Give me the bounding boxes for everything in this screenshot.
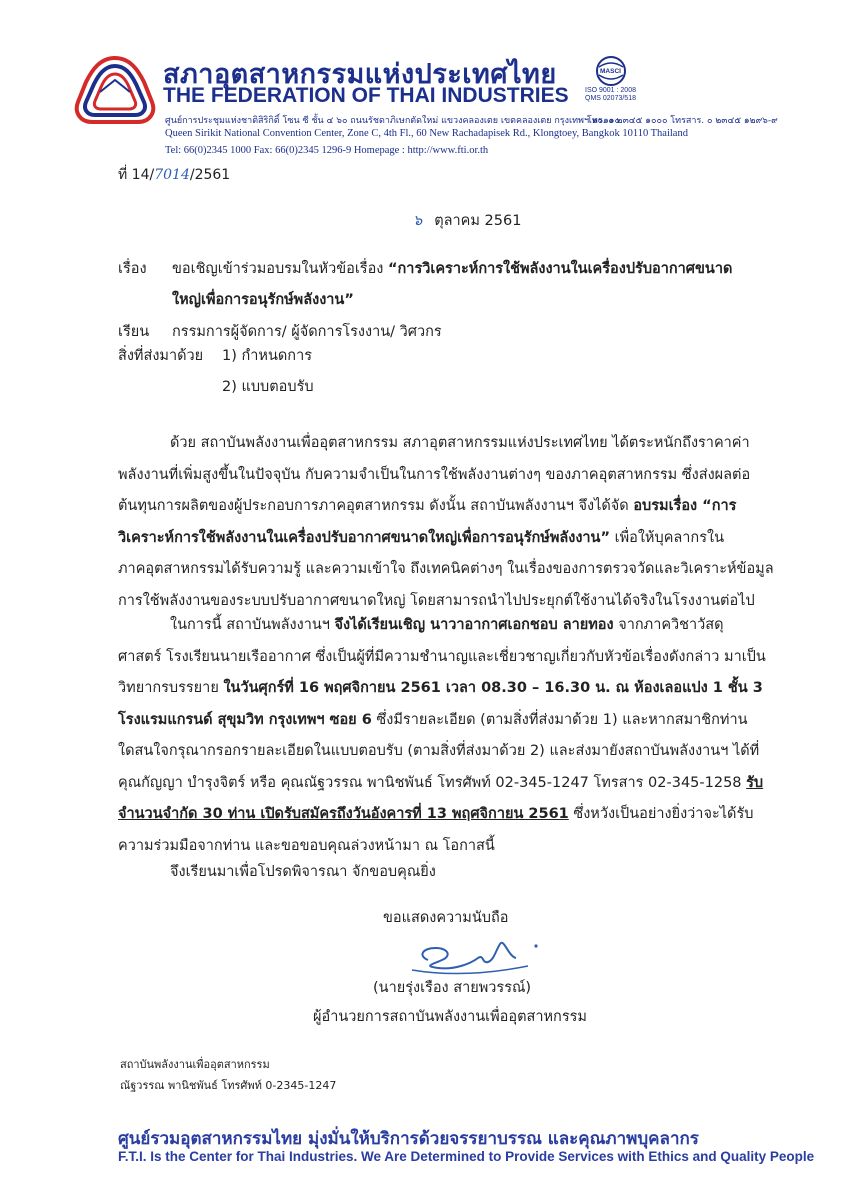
subject-label: เรื่อง xyxy=(118,261,147,277)
p2-line-8: ความร่วมมือจากท่าน และขอขอบคุณล่วงหน้ามา ณ โอกาสนี้ xyxy=(118,837,495,854)
p2-line-3b: ในวันศุกร์ที่ 16 พฤศจิกายน 2561 เวลา 08.30 – 16.30 น. ณ ห้องเลอแปง 1 ชั้น 3 xyxy=(223,680,763,696)
closing-request: จึงเรียนมาเพื่อโปรดพิจารณา จักขอบคุณยิ่ง xyxy=(170,864,436,880)
p2-line-2: ศาสตร์ โรงเรียนนายเรืออากาศ ซึ่งเป็นผู้ที่มีความชำนาญและเชี่ยวชาญเกี่ยวกับหัวข้อเรื่องดังกล่าว มาเป็น xyxy=(118,648,766,665)
footer-slogan-thai: ศูนย์รวมอุตสาหกรรมไทย มุ่งมั่นให้บริการด้วยจรรยาบรรณ และคุณภาพบุคลากร xyxy=(118,1129,699,1149)
reference-suffix: /2561 xyxy=(189,167,231,183)
fti-logo xyxy=(70,52,160,132)
p1-line-3a: ต้นทุนการผลิตของผู้ประกอบการภาคอุตสาหกรรม ดังนั้น สถาบันพลังงานฯ จึงได้จัด xyxy=(118,498,634,514)
contact-department: สถาบันพลังงานเพื่ออุตสาหกรรม xyxy=(120,1058,270,1071)
p2-line-7a: จำนวนจำกัด 30 ท่าน เปิดรับสมัครถึงวันอังคารที่ 13 พฤศจิกายน 2561 xyxy=(118,806,569,822)
p2-line-4b: ซึ่งมีรายละเอียด (ตามสิ่งที่ส่งมาด้วย 1) และหากสมาชิกท่าน xyxy=(371,711,748,728)
p2-line-6b: รับ xyxy=(746,774,764,791)
iso-logo-text: MASCI xyxy=(600,68,621,75)
org-name-english: THE FEDERATION OF THAI INDUSTRIES xyxy=(163,84,569,107)
address-english: Queen Sirikit National Convention Center, Zone C, 4th Fl., 60 New Rachadapisek Rd., Klongtoey, Bangkok 10110 Thailand xyxy=(165,128,688,139)
p1-line-1: ด้วย สถาบันพลังงานเพื่ออุตสาหกรรม สภาอุตสาหกรรมแห่งประเทศไทย ได้ตระหนักถึงราคาค่า xyxy=(170,435,750,451)
p1-line-4b: เพื่อให้บุคลากรใน xyxy=(610,529,724,546)
subject-title-2: ใหญ่เพื่อการอนุรักษ์พลังงาน” xyxy=(172,292,354,308)
enclosure-item-1: 1) กำหนดการ xyxy=(222,348,313,364)
enclosures-label: สิ่งที่ส่งมาด้วย xyxy=(118,348,204,364)
contact-person: ณัฐวรรณ พานิชพันธ์ โทรศัพท์ 0-2345-1247 xyxy=(120,1079,337,1092)
p1-line-4a: วิเคราะห์การใช้พลังงานในเครื่องปรับอากาศขนาดใหญ่เพื่อการอนุรักษ์พลังงาน” xyxy=(118,529,611,546)
subject-line-1 xyxy=(172,257,732,280)
iso-standard: ISO 9001 : 2008 xyxy=(585,87,636,94)
p1-line-4 xyxy=(118,523,768,555)
date-day: ๖ xyxy=(413,213,423,229)
p2-line-6 xyxy=(118,768,768,800)
p2-line-1c: จากภาควิชาวัสดุ xyxy=(613,617,724,633)
closing-regards: ขอแสดงความนับถือ xyxy=(383,910,509,926)
p1-line-3 xyxy=(118,491,768,523)
phone-thai: โทร. ๐ ๒๓๔๕ ๑๐๐๐ โทรสาร. ๐ ๒๓๔๕ ๑๒๙๖-๙ xyxy=(587,116,778,126)
enclosure-item-2: 2) แบบตอบรับ xyxy=(222,379,314,395)
p2-line-3a: วิทยากรบรรยาย xyxy=(118,680,224,696)
p2-line-1a: ในการนี้ สถาบันพลังงานฯ xyxy=(170,617,335,633)
reference-number xyxy=(118,164,230,186)
p2-line-7 xyxy=(118,799,768,831)
footer-slogan-english: F.T.I. Is the Center for Thai Industries. We Are Determined to Provide Services with Ethics and Quality People xyxy=(118,1149,815,1164)
subject-title-1: “การวิเคราะห์การใช้พลังงานในเครื่องปรับอากาศขนาด xyxy=(388,261,733,277)
letter-date xyxy=(413,209,521,232)
p1-line-6: การใช้พลังงานของระบบปรับอากาศขนาดใหญ่ โดยสามารถนำไปประยุกต์ใช้งานได้จริงในโรงงานต่อไป xyxy=(118,592,755,609)
p1-line-5: ภาคอุตสาหกรรมได้รับความรู้ และความเข้าใจ ถึงเทคนิคต่างๆ ในเรื่องของการตรวจวัดและวิเคราะห์ข้อมูล xyxy=(118,561,774,577)
p2-line-1 xyxy=(118,610,768,642)
signer-position: ผู้อำนวยการสถาบันพลังงานเพื่ออุตสาหกรรม xyxy=(313,1009,587,1025)
iso-info xyxy=(585,87,636,103)
p2-line-6a: คุณกัญญา บำรุงจิตร์ หรือ คุณณัฐวรรณ พานิชพันธ์ โทรศัพท์ 02-345-1247 โทรสาร 02-345-1258 xyxy=(118,774,747,791)
p2-line-1b: จึงได้เรียนเชิญ นาวาอากาศเอกชอบ ลายทอง xyxy=(334,617,614,633)
paragraph-2 xyxy=(118,610,768,862)
p2-line-7b: ซึ่งหวังเป็นอย่างยิ่งว่าจะได้รับ xyxy=(568,806,754,822)
reference-prefix: ที่ 14/ xyxy=(118,167,155,183)
date-month-year: ตุลาคม 2561 xyxy=(434,213,522,229)
p1-line-2: พลังงานที่เพิ่มสูงขึ้นในปัจจุบัน กับความจำเป็นในการใช้พลังงานต่างๆ ของภาคอุตสาหกรรม ซึ่งส่งผลต่อ xyxy=(118,466,751,483)
p2-line-4 xyxy=(118,705,768,737)
contact-english: Tel: 66(0)2345 1000 Fax: 66(0)2345 1296-9 Homepage : http://www.fti.or.th xyxy=(165,145,489,156)
reference-handwritten-number: 7014 xyxy=(154,167,190,183)
signature-icon xyxy=(408,930,558,980)
p1-line-3b: อบรมเรื่อง “การ xyxy=(633,498,737,514)
p2-line-5: ใดสนใจกรุณากรอกรายละเอียดในแบบตอบรับ (ตามสิ่งที่ส่งมาด้วย 2) และส่งมายังสถาบันพลังงานฯ ได้ที่ xyxy=(118,743,760,759)
recipient-label: เรียน xyxy=(118,324,150,340)
recipient-text: กรรมการผู้จัดการ/ ผู้จัดการโรงงาน/ วิศวกร xyxy=(172,324,442,340)
p2-line-3 xyxy=(118,673,768,705)
address-thai: ศูนย์การประชุมแห่งชาติสิริกิติ์ โซน ซี ชั้น ๔ ๖๐ ถนนรัชดาภิเษกตัดใหม่ แขวงคลองเตย เขตคลองเตย กรุงเทพฯ ๑๐๑๑๐ xyxy=(165,116,621,126)
iso-cert-number: QMS 02073/518 xyxy=(585,95,636,102)
p2-line-4a: โรงแรมแกรนด์ สุขุมวิท กรุงเทพฯ ซอย 6 xyxy=(118,711,372,728)
subject-intro: ขอเชิญเข้าร่วมอบรมในหัวข้อเรื่อง xyxy=(172,261,388,277)
signer-name: (นายรุ่งเรือง สายพวรรณ์) xyxy=(373,980,532,996)
org-name-thai: สภาอุตสาหกรรมแห่งประเทศไทย xyxy=(163,59,557,90)
paragraph-1 xyxy=(118,428,774,617)
